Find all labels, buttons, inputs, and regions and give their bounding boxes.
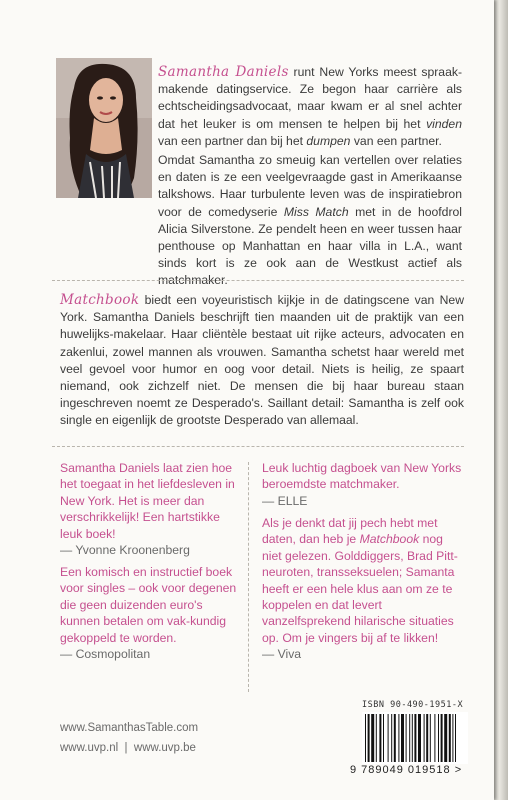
bio-text: runt New Yorks meest spraak-makende datingservice. Ze begon haar carrière als echtscheidingsadvocaat, maar kwam er al snel achter dat het leuker is om mensen te helpen bij het <box>158 65 462 131</box>
barcode-bar <box>438 714 439 762</box>
barcode-bar <box>368 714 370 762</box>
barcode-bar <box>434 714 435 762</box>
barcode-bar <box>379 714 381 762</box>
website-link[interactable]: www.SamanthasTable.com <box>60 722 199 734</box>
barcode-bar <box>401 714 404 762</box>
quote-source: — Yvonne Kroonenberg <box>60 543 190 558</box>
quote-text: Als je denkt dat jij pech hebt met daten, dan heb je <box>262 516 438 547</box>
barcode-bar <box>418 714 421 762</box>
barcode-bar <box>365 714 366 762</box>
barcode-digits: 9 789049 019518 > <box>350 764 463 776</box>
book-description-text: biedt een voyeuristisch kijkje in de datingscene van New York. Samantha Daniels beschrijft tien maanden uit de praktijk van een huwelijks-makelaar. Haar cliëntèle bestaat uit rijke acteurs, advocaten en zakenlui, zowel mannen als vrouwen. Samantha schetst haar wereld met veel gevoel voor humor en oog voor detail. Niets is heilig, ze spaart niemand, ook zichzelf niet. De mensen die bij haar bureau staan ingeschreven noemt ze Desperado's. Saillant detail: Samantha is zelf ook single en eigenlijk de grootste Desperado van allemaal. <box>60 293 464 428</box>
section-divider <box>52 280 464 281</box>
review-quote <box>60 460 240 558</box>
quote-text: Samantha Daniels laat zien hoe het toegaat in het liefdesleven in New York. Het is meer dan verschrikkelijk! Een hartstikke leuk boek! <box>60 461 235 541</box>
quote-text: nog niet gelezen. Golddiggers, Brad Pitt-neuroten, transseksuelen; Samanta heeft er een hele klus aan om ze te koppelen en dat levert vanzelfsprekend hilarische situaties op. Om je vingers bij af te likken! <box>262 532 458 645</box>
section-divider <box>52 446 464 447</box>
author-bio-second <box>158 152 462 290</box>
quote-source: — Viva <box>262 647 302 662</box>
barcode-bar <box>388 714 389 762</box>
barcode-bar <box>449 714 451 762</box>
barcode-bar <box>452 714 453 762</box>
author-photo <box>56 58 152 198</box>
page-edge <box>494 0 508 800</box>
bio-text: van een partner dan bij het <box>158 133 307 148</box>
barcode-bar <box>412 714 413 762</box>
barcode-bar <box>371 714 374 762</box>
quote-text: Leuk luchtig dagboek van New Yorks beroemdste matchmaker. <box>262 461 462 492</box>
bio-text: van een partner. <box>350 133 442 148</box>
barcode-bar <box>424 714 425 762</box>
tv-show-title: Miss Match <box>283 204 349 219</box>
barcode-bar <box>391 714 392 762</box>
barcode-bar <box>441 714 443 762</box>
barcode <box>362 712 468 764</box>
bio-emphasis-vinden: vinden <box>426 116 462 131</box>
publisher-links[interactable]: www.uvp.nl | www.uvp.be <box>60 742 196 754</box>
review-quote <box>262 515 462 663</box>
column-divider <box>248 462 249 692</box>
book-title: Matchbook <box>60 292 140 308</box>
bio-emphasis-dumpen: dumpen <box>306 133 351 148</box>
barcode-bar <box>426 714 428 762</box>
barcode-bar <box>430 714 431 762</box>
barcode-bar <box>409 714 410 762</box>
barcode-bar <box>398 714 399 762</box>
barcode-bar <box>406 714 407 762</box>
review-quote <box>60 564 240 662</box>
barcode-bar <box>394 714 396 762</box>
barcode-bar <box>414 714 416 762</box>
review-quote <box>262 460 462 509</box>
quote-source: — Cosmopolitan <box>60 647 151 662</box>
barcode-bar <box>383 714 384 762</box>
isbn-label: ISBN 90-490-1951-X <box>362 700 464 710</box>
barcode-bar <box>444 714 447 762</box>
author-bio-intro <box>158 64 462 150</box>
bio-text: Omdat Samantha zo smeuig kan vertellen over relaties en daten is ze een veelgevraagde gast in Amerikaanse talkshows. Haar turbulente leven was de inspiratiebron voor de comedyserie <box>158 153 462 219</box>
barcode-bar <box>376 714 377 762</box>
bio-text: met in de hoofdrol Alicia Silverstone. Ze pendelt heen en weer tussen haar penthouse op Manhattan en haar villa in L.A., want sinds kort is ze ook aan de Westkust actief als matchmaker. <box>158 204 463 288</box>
barcode-bar <box>455 714 456 762</box>
quote-text: Een komisch en instructief boek voor singles – ook voor degenen die geen duizenden euro's kunnen betalen om vak-kundig gekoppeld te worden. <box>60 565 237 645</box>
quote-source: — ELLE <box>262 493 308 508</box>
quote-book-title: Matchbook <box>359 532 420 547</box>
author-name: Samantha Daniels <box>158 64 289 80</box>
book-description <box>60 292 464 430</box>
